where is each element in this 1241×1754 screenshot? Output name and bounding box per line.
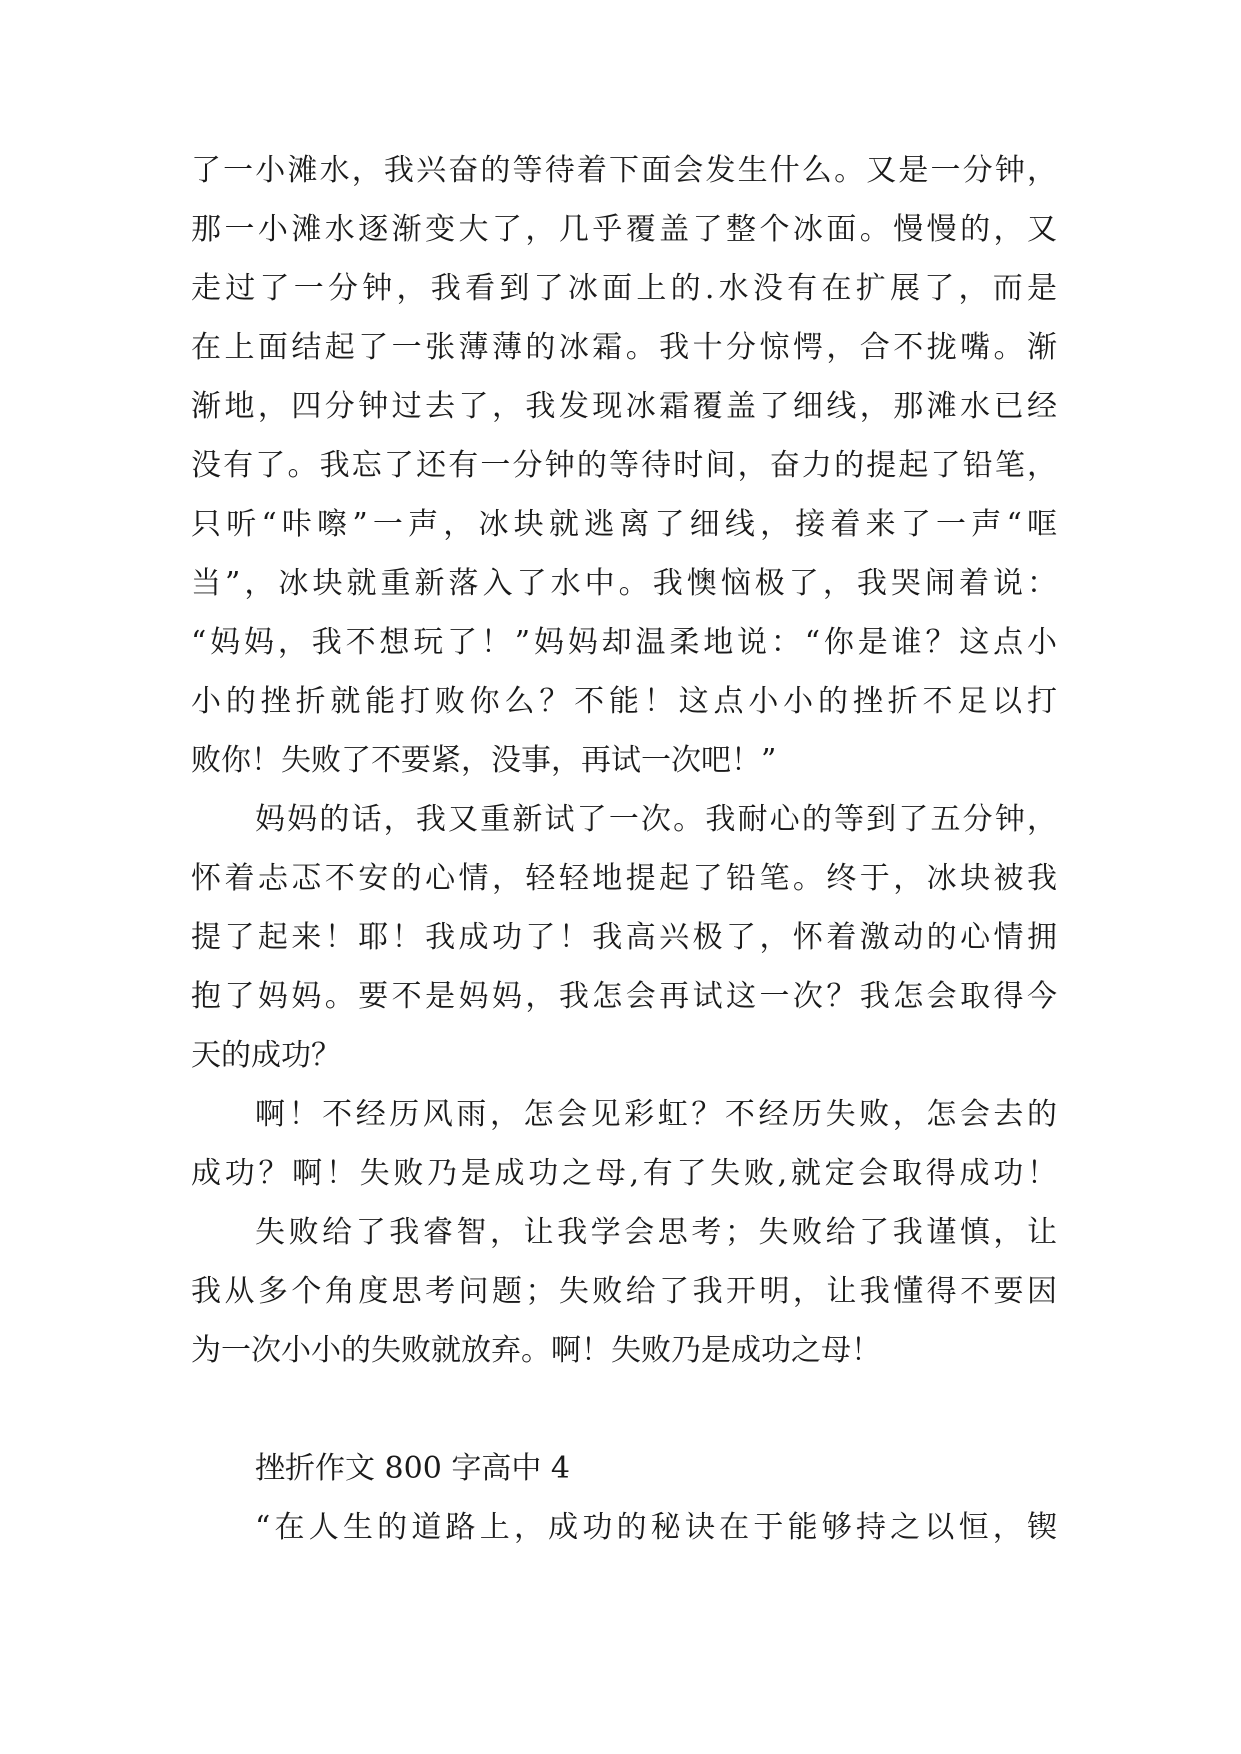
- text-line: 那一小滩水逐渐变大了，几乎覆盖了整个冰面。慢慢的，又: [191, 212, 1057, 247]
- text-line: 没有了。我忘了还有一分钟的等待时间，奋力的提起了铅笔，: [191, 448, 1057, 483]
- text-line: 提了起来！耶！我成功了！我高兴极了，怀着激动的心情拥: [191, 920, 1057, 955]
- text-line: 渐地，四分钟过去了，我发现冰霜覆盖了细线，那滩水已经: [191, 389, 1057, 424]
- text-line: 了一小滩水，我兴奋的等待着下面会发生什么。又是一分钟，: [191, 153, 1057, 188]
- section-heading: 挫折作文 800 字高中 4: [255, 1451, 570, 1486]
- text-line: 在上面结起了一张薄薄的冰霜。我十分惊愕，合不拢嘴。渐: [191, 330, 1057, 365]
- text-line: “在人生的道路上，成功的秘诀在于能够持之以恒，锲: [255, 1510, 1057, 1545]
- text-line: 当”，冰块就重新落入了水中。我懊恼极了，我哭闹着说：: [191, 566, 1057, 601]
- text-line: 败你！失败了不要紧，没事，再试一次吧！”: [191, 743, 777, 778]
- text-line: 只听“咔嚓”一声，冰块就逃离了细线，接着来了一声“哐: [191, 507, 1057, 542]
- text-line: 抱了妈妈。要不是妈妈，我怎会再试这一次？我怎会取得今: [191, 979, 1057, 1014]
- text-line: 小的挫折就能打败你么？不能！这点小小的挫折不足以打: [191, 684, 1057, 719]
- text-line: 成功？啊！失败乃是成功之母,有了失败,就定会取得成功！: [191, 1156, 1057, 1191]
- text-line: 走过了一分钟，我看到了冰面上的.水没有在扩展了，而是: [191, 271, 1057, 306]
- text-line: 失败给了我睿智，让我学会思考；失败给了我谨慎，让: [255, 1215, 1057, 1250]
- text-line: 天的成功？: [191, 1038, 341, 1073]
- text-line: 我从多个角度思考问题；失败给了我开明，让我懂得不要因: [191, 1274, 1057, 1309]
- section-gap: [191, 1380, 1057, 1439]
- text-line: “妈妈，我不想玩了！”妈妈却温柔地说：“你是谁？这点小: [191, 625, 1057, 660]
- text-line: 为一次小小的失败就放弃。啊！失败乃是成功之母！: [191, 1333, 881, 1368]
- text-line: 妈妈的话，我又重新试了一次。我耐心的等到了五分钟，: [255, 802, 1057, 837]
- text-line: 啊！不经历风雨，怎会见彩虹？不经历失败，怎会去的: [255, 1097, 1057, 1132]
- essay-body: [191, 141, 1057, 1557]
- text-line: 怀着忐忑不安的心情，轻轻地提起了铅笔。终于，冰块被我: [191, 861, 1057, 896]
